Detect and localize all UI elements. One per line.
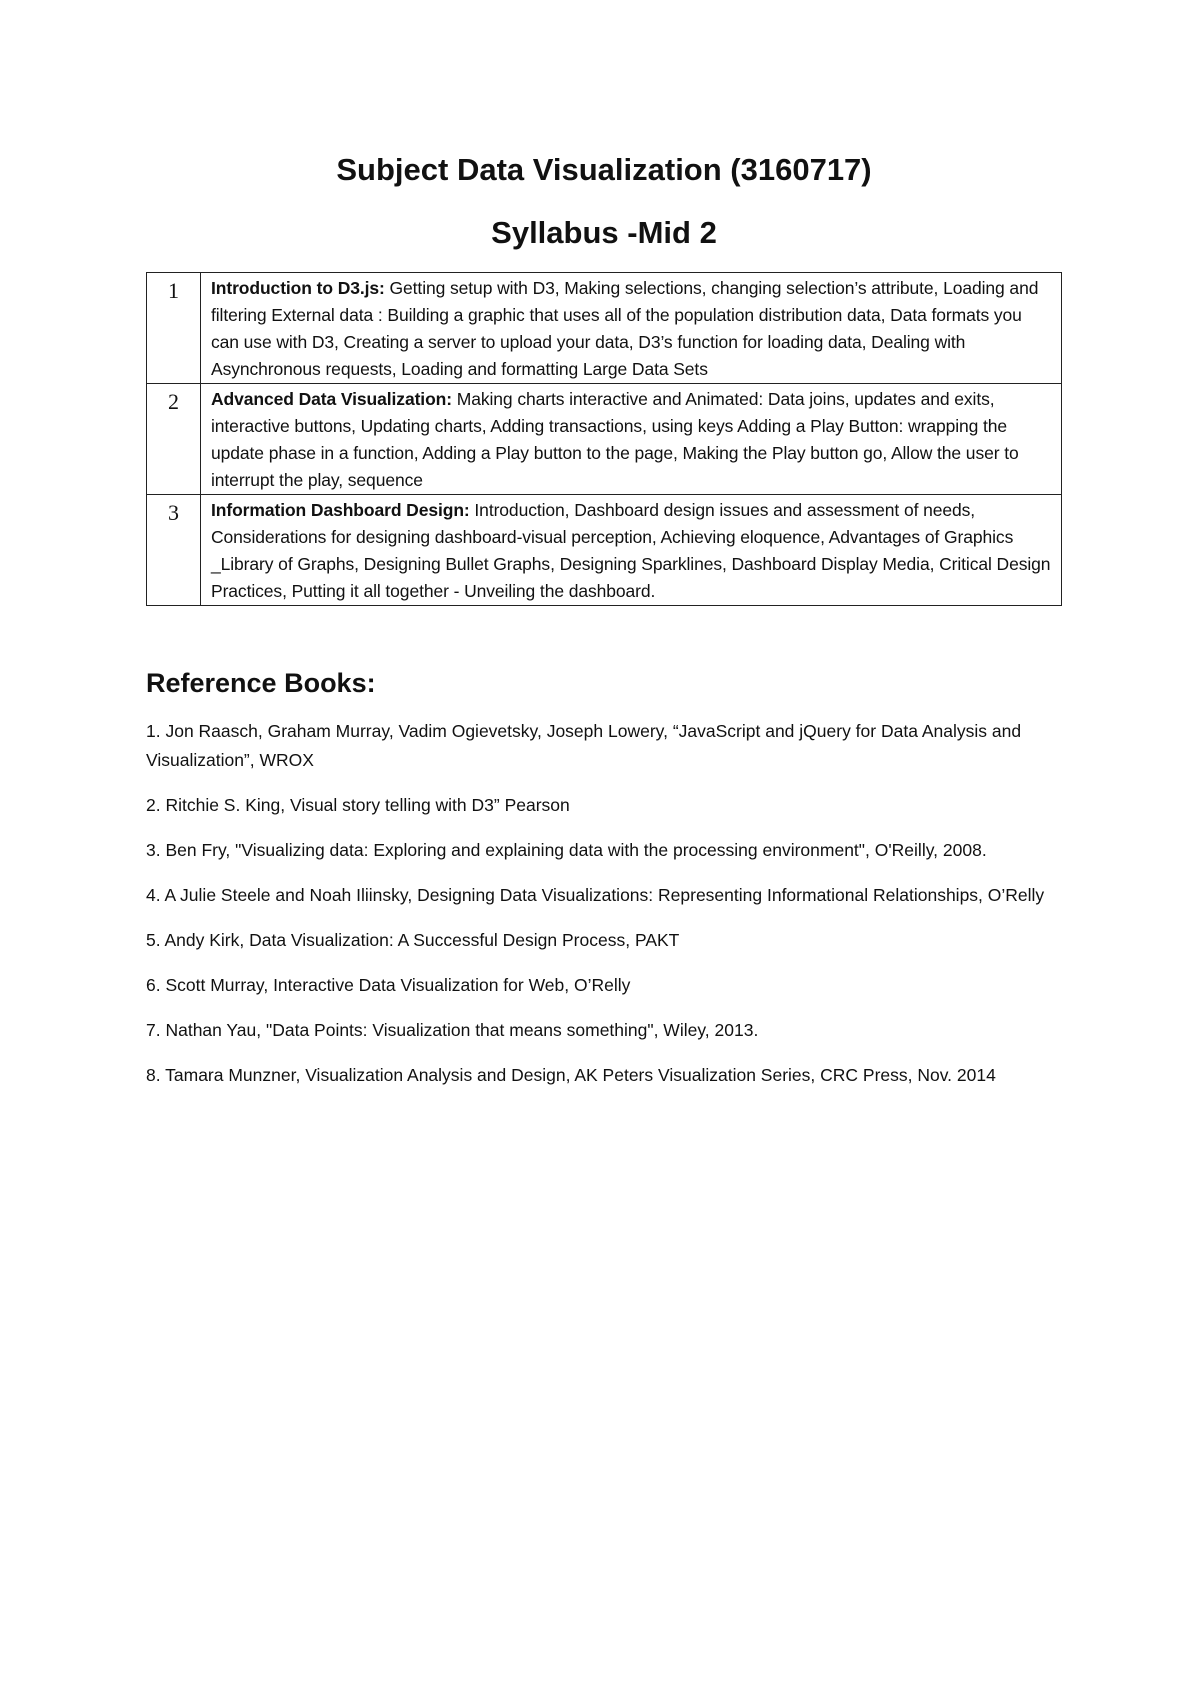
reference-item: 1. Jon Raasch, Graham Murray, Vadim Ogievetsky, Joseph Lowery, “JavaScript and jQuery for Data Analysis and Visualization”, WROX <box>146 721 1022 770</box>
reference-item: 7. Nathan Yau, "Data Points: Visualization that means something", Wiley, 2013. <box>146 1020 759 1040</box>
unit-body: Introduction, Dashboard design issues and assessment of needs, Considerations for designing dashboard-visual perception, Achieving eloquence, Advantages of Graphics _Library of Graphs, Designing Bullet Graphs, Designing Sparklines, Dashboard Display Media, Critical Design Practices, Putting it all together - Unveiling the dashboard. <box>211 500 1051 601</box>
unit-number: 2 <box>147 384 201 495</box>
table-row <box>147 384 1062 495</box>
unit-content <box>201 273 1062 384</box>
document-title: Subject Data Visualization (3160717) <box>336 152 872 187</box>
unit-body: Getting setup with D3, Making selections, changing selection’s attribute, Loading and filtering External data : Building a graphic that uses all of the population distribution data, Data formats you can use with D3, Creating a server to upload your data, D3’s function for loading data, Dealing with Asynchronous requests, Loading and formatting Large Data Sets <box>211 278 1039 379</box>
references-list <box>146 717 1062 1106</box>
reference-item: 3. Ben Fry, "Visualizing data: Exploring and explaining data with the processing environment", O'Reilly, 2008. <box>146 840 987 860</box>
unit-heading: Information Dashboard Design: <box>211 500 470 520</box>
syllabus-table <box>146 272 1062 606</box>
table-row <box>147 273 1062 384</box>
unit-number: 1 <box>147 273 201 384</box>
reference-item: 4. A Julie Steele and Noah Iliinsky, Designing Data Visualizations: Representing Informational Relationships, O’Relly <box>146 885 1045 905</box>
unit-number: 3 <box>147 495 201 606</box>
reference-item: 6. Scott Murray, Interactive Data Visualization for Web, O’Relly <box>146 975 631 995</box>
unit-content <box>201 495 1062 606</box>
table-row <box>147 495 1062 606</box>
unit-content <box>201 384 1062 495</box>
references-heading: Reference Books: <box>146 668 376 698</box>
unit-body: Making charts interactive and Animated: Data joins, updates and exits, interactive buttons, Updating charts, Adding transactions, using keys Adding a Play Button: wrapping the update phase in a function, Adding a Play button to the page, Making the Play button go, Allow the user to interrupt the play, sequence <box>211 389 1019 490</box>
reference-item: 5. Andy Kirk, Data Visualization: A Successful Design Process, PAKT <box>146 930 680 950</box>
unit-heading: Introduction to D3.js: <box>211 278 385 298</box>
document-subtitle: Syllabus -Mid 2 <box>491 215 717 250</box>
reference-item: 2. Ritchie S. King, Visual story telling with D3” Pearson <box>146 795 570 815</box>
unit-heading: Advanced Data Visualization: <box>211 389 452 409</box>
reference-item: 8. Tamara Munzner, Visualization Analysis and Design, AK Peters Visualization Series, CRC Press, Nov. 2014 <box>146 1065 996 1085</box>
